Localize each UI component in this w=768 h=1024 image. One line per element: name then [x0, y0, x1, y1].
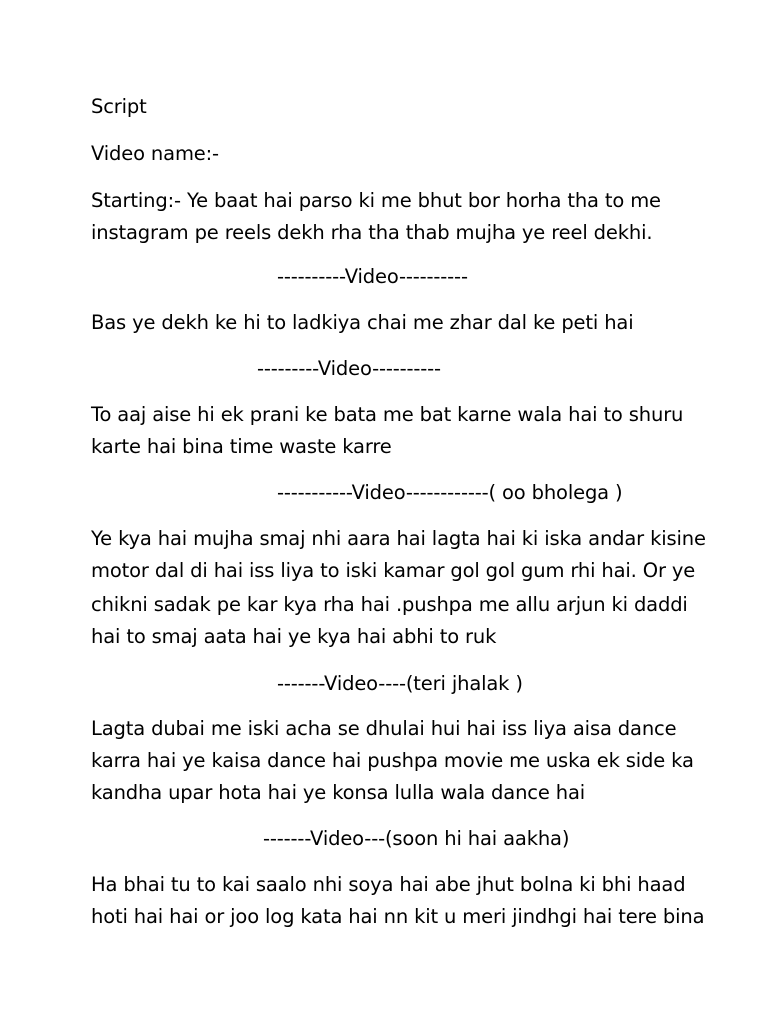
paragraph-line: Ye kya hai mujha smaj nhi aara hai lagta hai ki iska andar kisine	[91, 527, 706, 550]
paragraph-line: karra hai ye kaisa dance hai pushpa movie me uska ek side ka	[91, 749, 694, 772]
paragraph-line: chikni sadak pe kar kya rha hai .pushpa me allu arjun ki daddi	[91, 593, 688, 616]
paragraph-line: instagram pe reels dekh rha tha thab mujha ye reel dekhi.	[91, 221, 653, 244]
doc-heading: Script	[91, 95, 147, 118]
video-marker: -------Video---(soon hi hai aakha)	[263, 827, 570, 850]
paragraph-line: karte hai bina time waste karre	[91, 435, 392, 458]
paragraph-line: motor dal di hai iss liya to iski kamar gol gol gum rhi hai. Or ye	[91, 559, 696, 582]
video-marker: -------Video----(teri jhalak )	[277, 672, 523, 695]
paragraph-line: Starting:- Ye baat hai parso ki me bhut bor horha tha to me	[91, 189, 661, 212]
paragraph-line: Ha bhai tu to kai saalo nhi soya hai abe jhut bolna ki bhi haad	[91, 873, 686, 896]
video-name-line: Video name:-	[91, 142, 219, 165]
paragraph-line: To aaj aise hi ek prani ke bata me bat karne wala hai to shuru	[91, 403, 684, 426]
paragraph-line: hai to smaj aata hai ye kya hai abhi to ruk	[91, 625, 497, 648]
paragraph-line: kandha upar hota hai ye konsa lulla wala dance hai	[91, 781, 586, 804]
paragraph-line: Bas ye dekh ke hi to ladkiya chai me zhar dal ke peti hai	[91, 311, 634, 334]
paragraph-line: hoti hai hai or joo log kata hai nn kit u meri jindhgi hai tere bina	[91, 905, 705, 928]
video-marker: ----------Video----------	[277, 265, 468, 288]
paragraph-line: Lagta dubai me iski acha se dhulai hui hai iss liya aisa dance	[91, 717, 677, 740]
video-marker: -----------Video------------( oo bholega )	[277, 481, 623, 504]
video-marker: ---------Video----------	[257, 357, 441, 380]
